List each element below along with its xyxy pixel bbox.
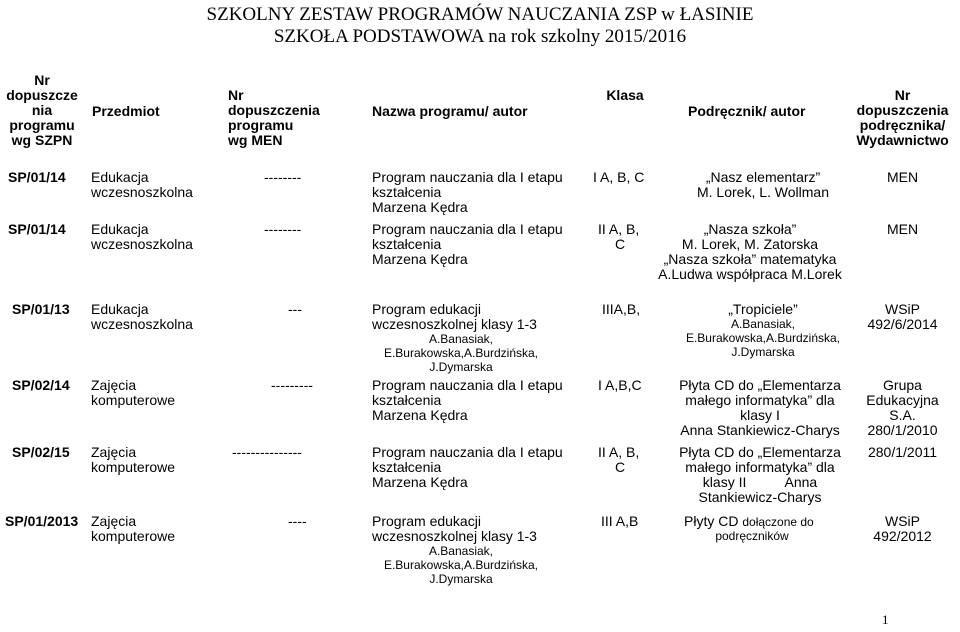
row-2-program: Program nauczania dla I etapu kształcenia Marzena Kędra — [372, 221, 563, 267]
row-6-class: III A,B — [601, 513, 639, 529]
row-4-textbook: Płyta CD do „Elementarza małego informatyka” dla klasy I Anna Stankiewicz-Charys — [679, 377, 841, 438]
row-6-textbook: Płyty CD dołączone do podręczników — [684, 513, 814, 543]
row-1-class: I A, B, C — [593, 169, 645, 185]
page-number: 1 — [882, 612, 889, 627]
row-5-nr-men: --------------- — [232, 444, 302, 460]
row-4-program: Program nauczania dla I etapu kształcenia Marzena Kędra — [372, 377, 563, 423]
row-2-nr-men: -------- — [264, 221, 302, 237]
page-subtitle: SZKOŁA PODSTAWOWA na rok szkolny 2015/2016 — [273, 26, 687, 47]
row-5-publisher: 280/1/2011 — [867, 444, 938, 460]
row-3-program: Program edukacji wczesnoszkolnej klasy 1-3 A.Banasiak, E.Burakowska,A.Burdzińska, J.Dymarska — [372, 301, 539, 374]
header-class: Klasa — [606, 87, 644, 103]
row-1-publisher: MEN — [886, 169, 919, 185]
row-5-program: Program nauczania dla I etapu kształcenia Marzena Kędra — [372, 444, 563, 490]
row-3-class: IIIA,B, — [602, 301, 641, 317]
row-3-textbook: „Tropiciele” A.Banasiak, E.Burakowska,A.Burdzińska, J.Dymarska — [685, 301, 841, 359]
row-3-publisher: WSiP 492/6/2014 — [867, 301, 938, 332]
row-1-subject: Edukacja wczesnoszkolna — [91, 169, 193, 200]
row-1-textbook: „Nasz elementarz” M. Lorek, L. Wollman — [696, 169, 829, 200]
header-subject: Przedmiot — [92, 103, 160, 119]
row-2-publisher: MEN — [886, 221, 919, 237]
row-5-textbook: Płyta CD do „Elementarza małego informatyka” dla klasy II Anna Stankiewicz-Charys — [679, 444, 841, 505]
row-2-class: II A, B, C — [598, 221, 640, 252]
page-title: SZKOLNY ZESTAW PROGRAMÓW NAUCZANIA ZSP w ŁASINIE — [206, 4, 754, 25]
row-2-subject: Edukacja wczesnoszkolna — [91, 221, 193, 252]
row-6-publisher: WSiP 492/2012 — [873, 513, 932, 544]
row-4-publisher: Grupa Edukacyjna S.A. 280/1/2010 — [866, 377, 939, 438]
header-nr-szpn: Nr dopuszcze nia programu wg SZPN — [6, 72, 78, 148]
row-5-subject: Zajęcia komputerowe — [91, 444, 176, 475]
header-textbook: Podręcznik/ autor — [688, 103, 806, 119]
row-6-nr-men: ---- — [288, 513, 307, 529]
row-3-nr-men: --- — [288, 301, 302, 317]
row-1-nr-men: -------- — [264, 169, 302, 185]
header-nr-program: Nr dopuszczenia programu wg MEN — [228, 87, 320, 148]
row-6-subject: Zajęcia komputerowe — [91, 513, 176, 544]
row-4-code: SP/02/14 — [12, 377, 70, 393]
row-4-nr-men: --------- — [271, 377, 313, 393]
row-6-code: SP/01/2013 — [5, 513, 79, 529]
row-4-class: I A,B,C — [598, 377, 642, 393]
header-program-name: Nazwa programu/ autor — [372, 103, 528, 119]
row-1-code: SP/01/14 — [8, 169, 66, 185]
row-3-subject: Edukacja wczesnoszkolna — [91, 301, 193, 332]
row-1-program: Program nauczania dla I etapu kształcenia Marzena Kędra — [372, 169, 563, 215]
header-nr-textbook: Nr dopuszczenia podręcznika/ Wydawnictwo — [856, 87, 949, 148]
row-6-program: Program edukacji wczesnoszkolnej klasy 1-3 A.Banasiak, E.Burakowska,A.Burdzińska, J.Dymarska — [372, 513, 539, 586]
row-5-code: SP/02/15 — [12, 444, 70, 460]
row-4-subject: Zajęcia komputerowe — [91, 377, 176, 408]
row-2-textbook: „Nasza szkoła” M. Lorek, M. Zatorska „Nasza szkoła” matematyka A.Ludwa współpraca M.Lorek — [658, 221, 842, 282]
row-5-class: II A, B, C — [598, 444, 640, 475]
row-2-code: SP/01/14 — [8, 221, 66, 237]
row-3-code: SP/01/13 — [12, 301, 70, 317]
